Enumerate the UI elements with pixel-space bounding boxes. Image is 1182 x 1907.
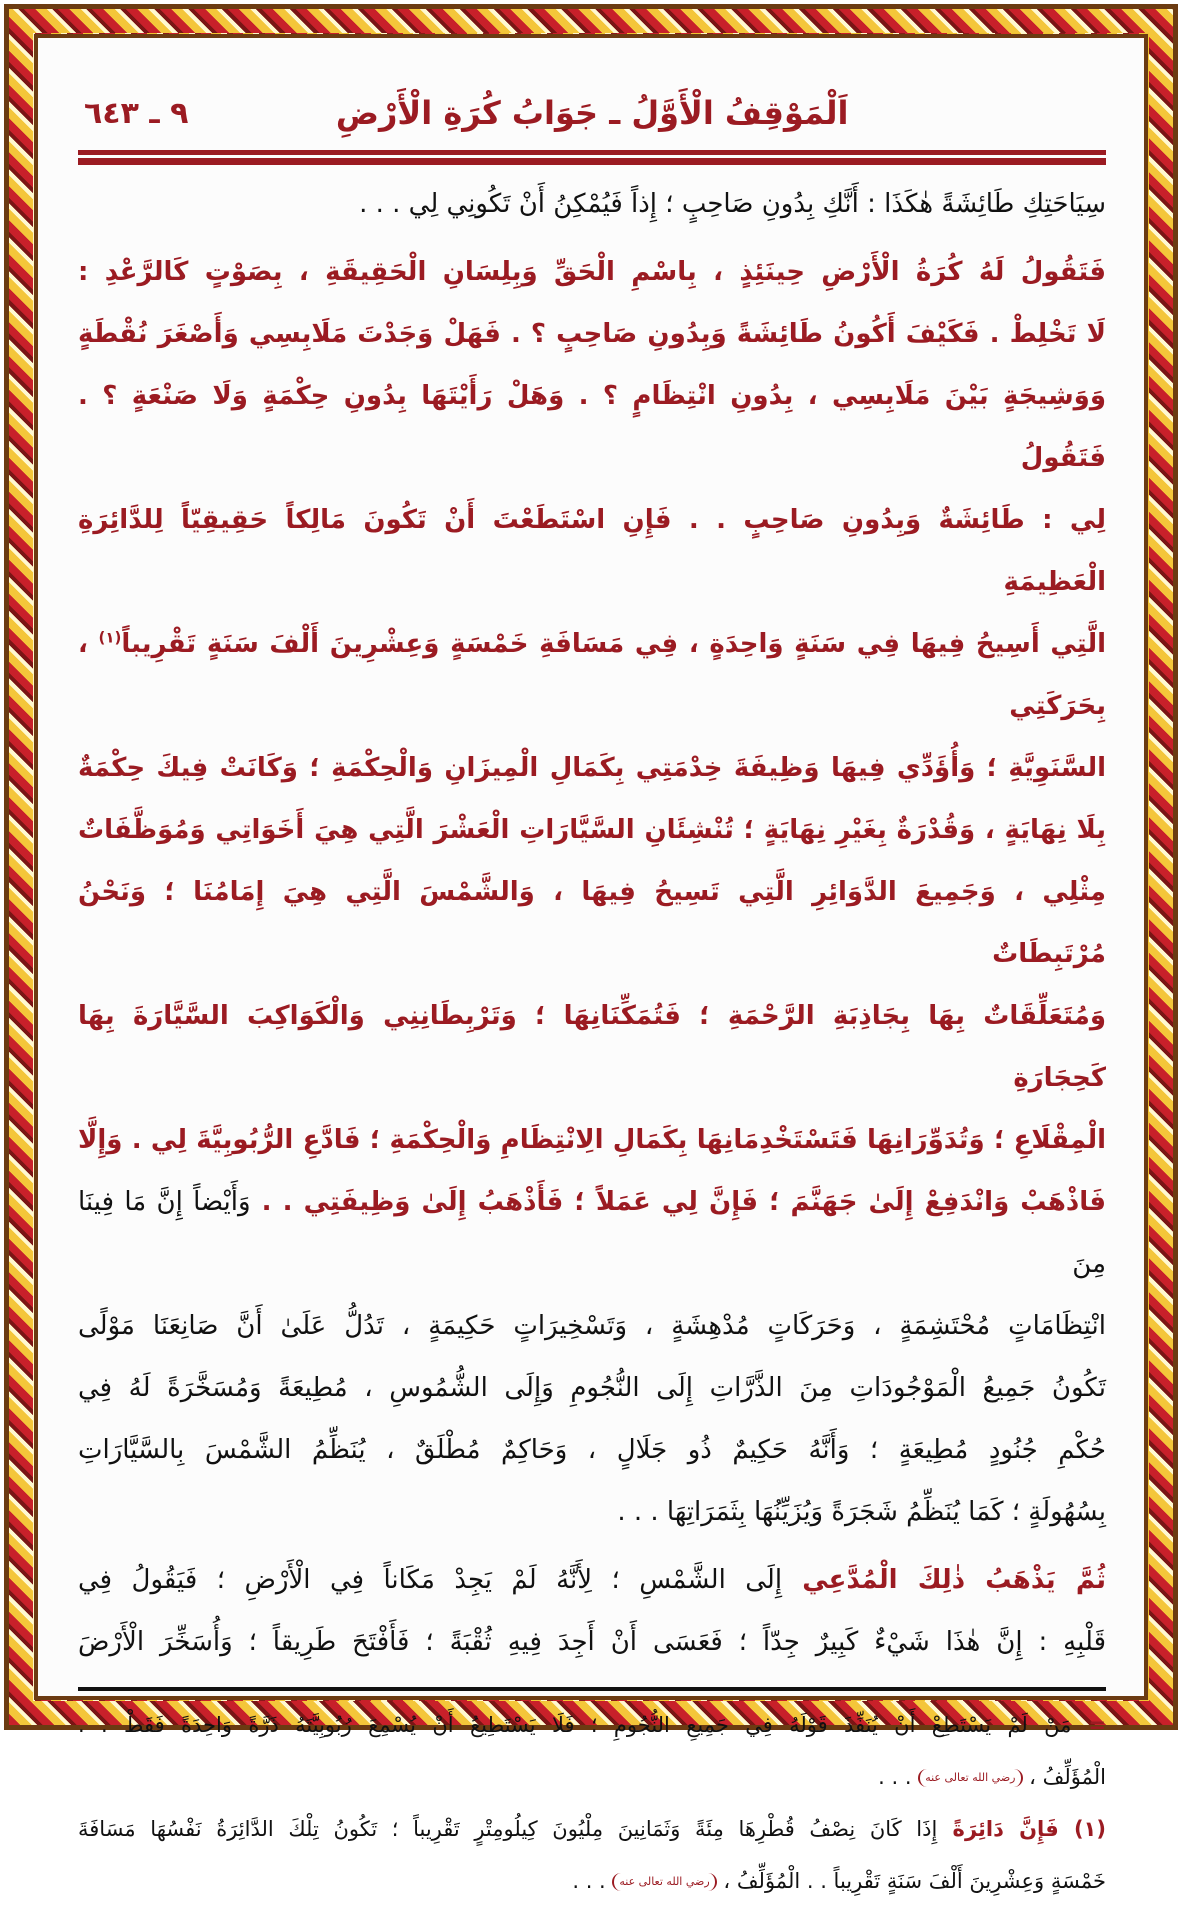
- page-number: ٩ ـ ٦٤٣: [84, 95, 189, 131]
- text-segment: مِثْلِي ، وَجَمِيعَ الدَّوَائِرِ الَّتِي تَسِيحُ فِيهَا ، وَالشَّمْسَ الَّتِي هِيَ إِمَامُنَا ؛ وَنَحْنُ مُرْتَبِطَاتٌ: [78, 877, 1106, 969]
- text-line: [78, 613, 1106, 737]
- text-line: [78, 1109, 1106, 1171]
- text-line: [78, 1699, 1106, 1751]
- page-title: اَلْمَوْقِفُ الْأَوَّلُ ـ جَوَابُ كُرَةِ الْأَرْضِ: [335, 94, 849, 132]
- honorific-seal-icon: رضي الله تعالى عنه: [612, 1873, 716, 1891]
- text-line: [78, 1295, 1106, 1357]
- text-line: [78, 1171, 1106, 1295]
- text-line: [78, 985, 1106, 1109]
- text-segment: تَكُونُ جَمِيعُ الْمَوْجُودَاتِ مِنَ الذَّرَّاتِ إِلَى النُّجُومِ وَإِلَى الشُّمُوسِ ، مُطِيعَةً وَمُسَخَّرَةً لَهُ فِي: [78, 1373, 1106, 1403]
- text-line: [78, 737, 1106, 799]
- text-segment: ثُمَّ يَذْهَبُ ذٰلِكَ الْمُدَّعِي: [782, 1565, 1106, 1595]
- text-segment: وَوَشِيجَةٍ بَيْنَ مَلَابِسِي ، بِدُونِ انْتِظَامٍ ؟ . وَهَلْ رَأَيْتَهَا بِدُونِ حِكْمَةٍ وَلَا صَنْعَةٍ ؟ . فَتَقُولُ: [78, 381, 1106, 473]
- text-line: [78, 241, 1106, 303]
- honorific-seal-icon: رضي الله تعالى عنه: [918, 1769, 1022, 1787]
- text-line: [78, 1549, 1106, 1611]
- text-segment: الَّتِي أَسِيحُ فِيهَا فِي سَنَةٍ وَاحِدَةٍ ، فِي مَسَافَةِ خَمْسَةٍ وَعِشْرِينَ أَلْفَ سَنَةٍ تَقْرِيباً: [121, 629, 1106, 659]
- text-segment: سِيَاحَتِكِ طَائِشَةً هٰكَذَا : أَنَّكِ بِدُونِ صَاحِبٍ ؛ إِذاً فَيُمْكِنُ أَنْ تَكُونِي لِي . . .: [359, 189, 1106, 219]
- text-line: [78, 1481, 1106, 1543]
- header-rule: [78, 150, 1106, 155]
- text-segment: انْتِظَامَاتٍ مُحْتَشِمَةٍ ، وَحَرَكَاتٍ مُدْهِشَةٍ ، وَتَسْخِيرَاتٍ حَكِيمَةٍ ، تَدُلُّ عَلَىٰ أَنَّ صَانِعَنَا مَوْلًى: [78, 1311, 1106, 1341]
- text-segment: إِلَى الشَّمْسِ ؛ لِأَنَّهُ لَمْ يَجِدْ مَكَاناً فِي الْأَرْضِ ؛ فَيَقُولُ فِي: [78, 1565, 783, 1595]
- footnotes: [78, 1699, 1106, 1907]
- text-segment: . . .: [572, 1869, 613, 1893]
- text-line: [78, 303, 1106, 365]
- text-line: [78, 1611, 1106, 1673]
- text-line: [78, 1419, 1106, 1481]
- text-line: [78, 1357, 1106, 1419]
- text-segment: وَمُتَعَلِّقَاتٌ بِهَا بِجَاذِبَةِ الرَّحْمَةِ ؛ فَتُمَكِّنَانِهَا ؛ وَتَرْبِطَانِنِي وَالْكَوَاكِبَ السَّيَّارَةَ بِهَا كَحِجَارَةِ: [78, 1001, 1106, 1093]
- text-segment: خَمْسَةٍ وَعِشْرِينَ أَلْفَ سَنَةٍ تَقْرِيباً . . الْمُؤَلِّفُ ،: [716, 1869, 1106, 1893]
- text-segment: . . .: [878, 1765, 919, 1789]
- text-segment: =: [1071, 1713, 1106, 1737]
- text-line: [78, 1855, 1106, 1907]
- text-line: [78, 799, 1106, 861]
- text-line: [78, 489, 1106, 613]
- text-segment: الْمُؤَلِّفُ ،: [1022, 1765, 1106, 1789]
- text-segment: لَا تَخْلِطْ . فَكَيْفَ أَكُونُ طَائِشَةً وَبِدُونِ صَاحِبٍ ؟ . فَهَلْ وَجَدْتَ مَلَابِسِي وَأَصْغَرَ نُقْطَةٍ: [78, 319, 1106, 349]
- running-header: [78, 86, 1106, 140]
- text-segment: حُكْمِ جُنُودٍ مُطِيعَةٍ ؛ وَأَنَّهُ حَكِيمٌ ذُو جَلَالٍ ، وَحَاكِمٌ مُطْلَقٌ ، يُنَظِّمُ الشَّمْسَ بِالسَّيَّارَاتِ: [78, 1435, 1106, 1465]
- page-content: [78, 86, 1106, 1907]
- text-segment: ، بِحَرَكَتِي: [78, 629, 1106, 721]
- header-rule: [78, 158, 1106, 165]
- text-line: [78, 861, 1106, 985]
- body-text: [78, 173, 1106, 1673]
- text-line: [78, 1803, 1106, 1855]
- text-segment: الْمِقْلَاعِ ؛ وَتُدَوِّرَانِهَا فَتَسْتَخْدِمَانِهَا بِكَمَالِ الِانْتِظَامِ وَالْحِكْمَةِ ؛ فَادَّعِ الرُّبُوبِيَّةَ لِي . وَإِلَّا: [78, 1125, 1106, 1155]
- text-segment: مَنْ لَمْ يَسْتَطِعْ أَنْ يُنَفِّذَ قَوْلَهُ فِي جَمِيعِ النُّجُومِ ؛ فَلَا يَسْتَطِيعُ أَنْ يُسْمِعَ رُبُوبِيَّتَهُ ذَرَّةً وَاحِدَةً فَقَطْ . .: [78, 1713, 1072, 1737]
- footnote-rule: [78, 1687, 1106, 1691]
- text-segment: قَلْبِهِ : إِنَّ هٰذَا شَيْءٌ كَبِيرٌ جِدّاً ؛ فَعَسَى أَنْ أَجِدَ فِيهِ ثُقْبَةً ؛ فَأَفْتَحَ طَرِيقاً ؛ وَأُسَخِّرَ الْأَرْضَ: [78, 1627, 1106, 1657]
- text-segment: بِلَا نِهَايَةٍ ، وَقُدْرَةٌ بِغَيْرِ نِهَايَةٍ ؛ تُنْشِئَانِ السَّيَّارَاتِ الْعَشْرَ الَّتِي هِيَ أَخَوَاتِي وَمُوَظَّفَاتٌ: [78, 815, 1106, 845]
- footnote-marker: (١): [98, 628, 122, 647]
- text-segment: فَاذْهَبْ وَانْدَفِعْ إِلَىٰ جَهَنَّمَ ؛ فَإِنَّ لِي عَمَلاً ؛ فَأَذْهَبُ إِلَىٰ وَظِيفَتِي . .: [250, 1187, 1106, 1217]
- text-segment: بِسُهُولَةٍ ؛ كَمَا يُنَظِّمُ شَجَرَةً وَيُزَيِّنُهَا بِثَمَرَاتِهَا . . .: [617, 1497, 1106, 1527]
- text-line: [78, 365, 1106, 489]
- text-line: [78, 173, 1106, 235]
- text-segment: لِي : طَائِشَةٌ وَبِدُونِ صَاحِبٍ . . فَإِنِ اسْتَطَعْتَ أَنْ تَكُونَ مَالِكاً حَقِيقِيّاً لِلدَّائِرَةِ الْعَظِيمَةِ: [78, 505, 1106, 597]
- text-segment: وَأَيْضاً إِنَّ مَا فِينَا مِنَ: [78, 1187, 1106, 1279]
- text-segment: فَتَقُولُ لَهُ كُرَةُ الْأَرْضِ حِينَئِذٍ ، بِاسْمِ الْحَقِّ وَبِلِسَانِ الْحَقِيقَةِ ، بِصَوْتٍ كَالرَّعْدِ :: [78, 257, 1106, 287]
- text-segment: السَّنَوِيَّةِ ؛ وَأُؤَدِّي فِيهَا وَظِيفَةَ خِدْمَتِي بِكَمَالِ الْمِيزَانِ وَالْحِكْمَةِ ؛ وَكَانَتْ فِيكَ حِكْمَةٌ: [78, 753, 1106, 783]
- text-segment: إِذَا كَانَ نِصْفُ قُطْرِهَا مِئَةً وَثَمَانِينَ مِلْيُونَ كِيلُومِتْرٍ تَقْرِيباً ؛ تَكُونُ تِلْكَ الدَّائِرَةُ نَفْسُهَا مَسَافَةَ: [78, 1817, 938, 1841]
- text-segment: (١) فَإِنَّ دَائِرَةً: [937, 1817, 1106, 1841]
- text-line: [78, 1751, 1106, 1803]
